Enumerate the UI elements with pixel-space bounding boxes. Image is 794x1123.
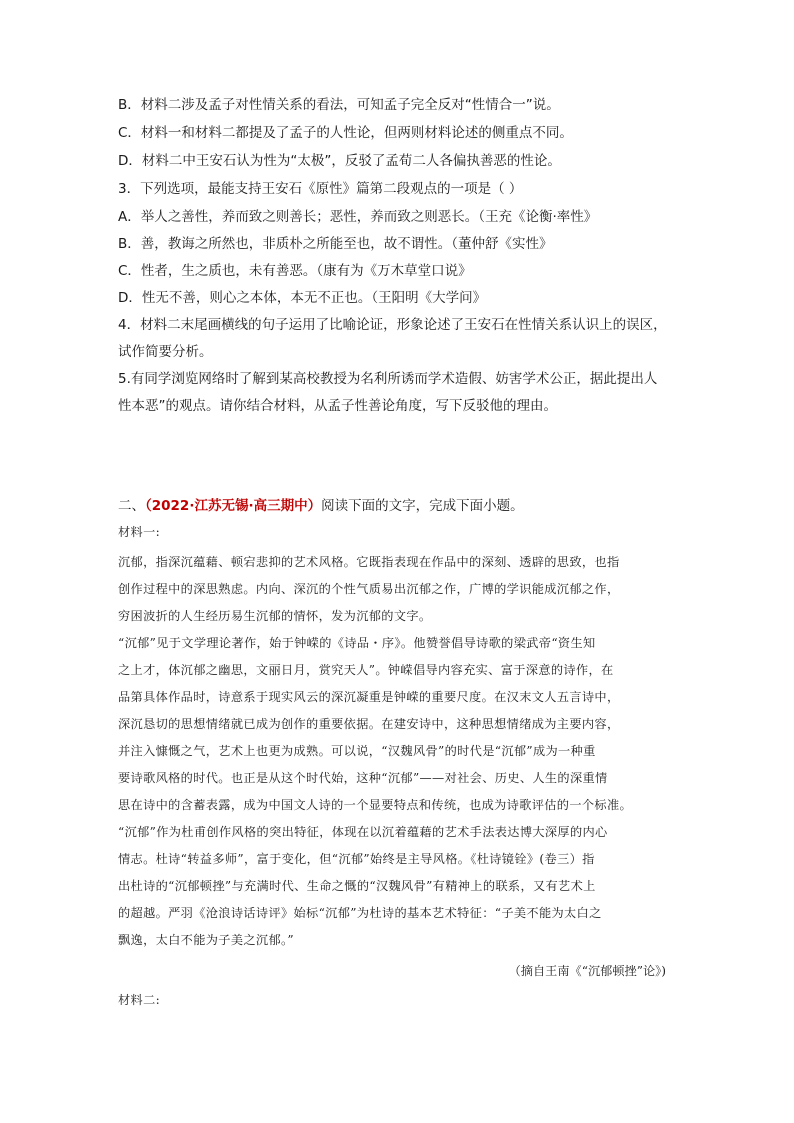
material-2-label: 材料二: [118, 993, 161, 1007]
paragraph-line: 并注入慷慨之气，艺术上也更为成熟。可以说，“汉魏风骨”的时代是“沉郁”成为一种重 [118, 744, 596, 758]
question-5-line1: 5.有同学浏览网络时了解到某高校教授为名利所诱而学术造假、妨害学术公正，据此提出人 [118, 371, 658, 387]
citation: （摘自王南《“沉郁顿挫”论》) [508, 964, 666, 978]
option-2b: B．材料二涉及孟子对性情关系的看法，可知孟子完全反对“性情合一”说。 [118, 97, 560, 113]
paragraph-line: 出杜诗的“沉郁顿挫”与充满时代、生命之慨的“汉魏风骨”有精神上的联系，又有艺术上 [118, 879, 596, 893]
paragraph-line: 的超越。严羽《沧浪诗话诗评》始标“沉郁”为杜诗的基本艺术特征：“子美不能为太白之 [118, 906, 602, 920]
option-3c: C．性者，生之质也，未有善恶。（康有为《万木草堂口说》 [118, 263, 472, 279]
option-3b: B．善，教诲之所然也，非质朴之所能至也，故不谓性。（董仲舒《实性》 [118, 236, 553, 252]
paragraph-line: “沉郁”作为杜甫创作风格的突出特征，体现在以沉着蕴藉的艺术手法表达博大深厚的内心 [118, 825, 608, 839]
paragraph-line: 情志。杜诗“转益多师”，富于变化，但“沉郁”始终是主导风格。《杜诗镜铨》(卷三）指 [118, 852, 595, 866]
question-5-line2: 性本恶”的观点。请你结合材料，从孟子性善论角度，写下反驳他的理由。 [118, 398, 557, 414]
paragraph-line: 穷困波折的人生经历易生沉郁的情怀，发为沉郁的文字。 [118, 609, 432, 623]
paragraph-line: 要诗歌风格的时代。也正是从这个时代始，这种“沉郁”——对社会、历史、人生的深重情 [118, 771, 608, 785]
paragraph-line: 深沉恳切的思想情绪就已成为创作的重要依据。在建安诗中，这种思想情绪成为主要内容， [118, 717, 620, 731]
paragraph-line: “沉郁”见于文学理论著作，始于钟嵘的《诗品・序》。他赞誉倡导诗歌的梁武帝“资生知 [118, 636, 596, 650]
option-3d: D．性无不善，则心之本体，本无不正也。（王阳明《大学问》 [118, 290, 487, 306]
option-3a: A．举人之善性，养而致之则善长；恶性，养而致之则恶长。（王充《论衡·率性》 [118, 209, 598, 225]
paragraph-line: 思在诗中的含蓄表露，成为中国文人诗的一个显要特点和传统，也成为诗歌评估的一个标准。 [118, 798, 633, 812]
paragraph-line: 创作过程中的深思熟虑。内向、深沉的个性气质易出沉郁之作，广博的学识能成沉郁之作， [118, 582, 620, 596]
material-1-label: 材料一: [118, 525, 161, 539]
option-2d: D．材料二中王安石认为性为“太极”，反驳了孟荀二人各偏执善恶的性论。 [118, 153, 561, 169]
section-2-prefix: 二、 [118, 498, 145, 514]
question-3: 3．下列选项，最能支持王安石《原性》篇第二段观点的一项是（ ） [118, 181, 523, 197]
option-2c: C．材料一和材料二都提及了孟子的人性论，但两则材料论述的侧重点不同。 [118, 125, 573, 141]
question-4-line2: 试作简要分析。 [118, 344, 213, 360]
paragraph-line: 沉郁，指深沉蕴藉、顿宕悲抑的艺术风格。它既指表现在作品中的深刻、透辟的思致，也指 [118, 555, 620, 569]
section-2-heading [118, 496, 524, 516]
paragraph-line: 飘逸，太白不能为子美之沉郁。” [118, 933, 295, 947]
question-4-line1: 4．材料二末尾画横线的句子运用了比喻论证，形象论述了王安石在性情关系认识上的误区， [118, 317, 667, 333]
paragraph-line: 之上才，体沉郁之幽思，文丽日月，赏究天人”。钟嵘倡导内容充实、富于深意的诗作，在 [118, 663, 614, 677]
paragraph-line: 品第具体作品时，诗意系于现实风云的深沉凝重是钟嵘的重要尺度。在汉末文人五言诗中， [118, 690, 620, 704]
section-2-source: （2022·江苏无锡·高三期中） [145, 498, 322, 514]
section-2-instruction: 阅读下面的文字，完成下面小题。 [321, 498, 524, 514]
